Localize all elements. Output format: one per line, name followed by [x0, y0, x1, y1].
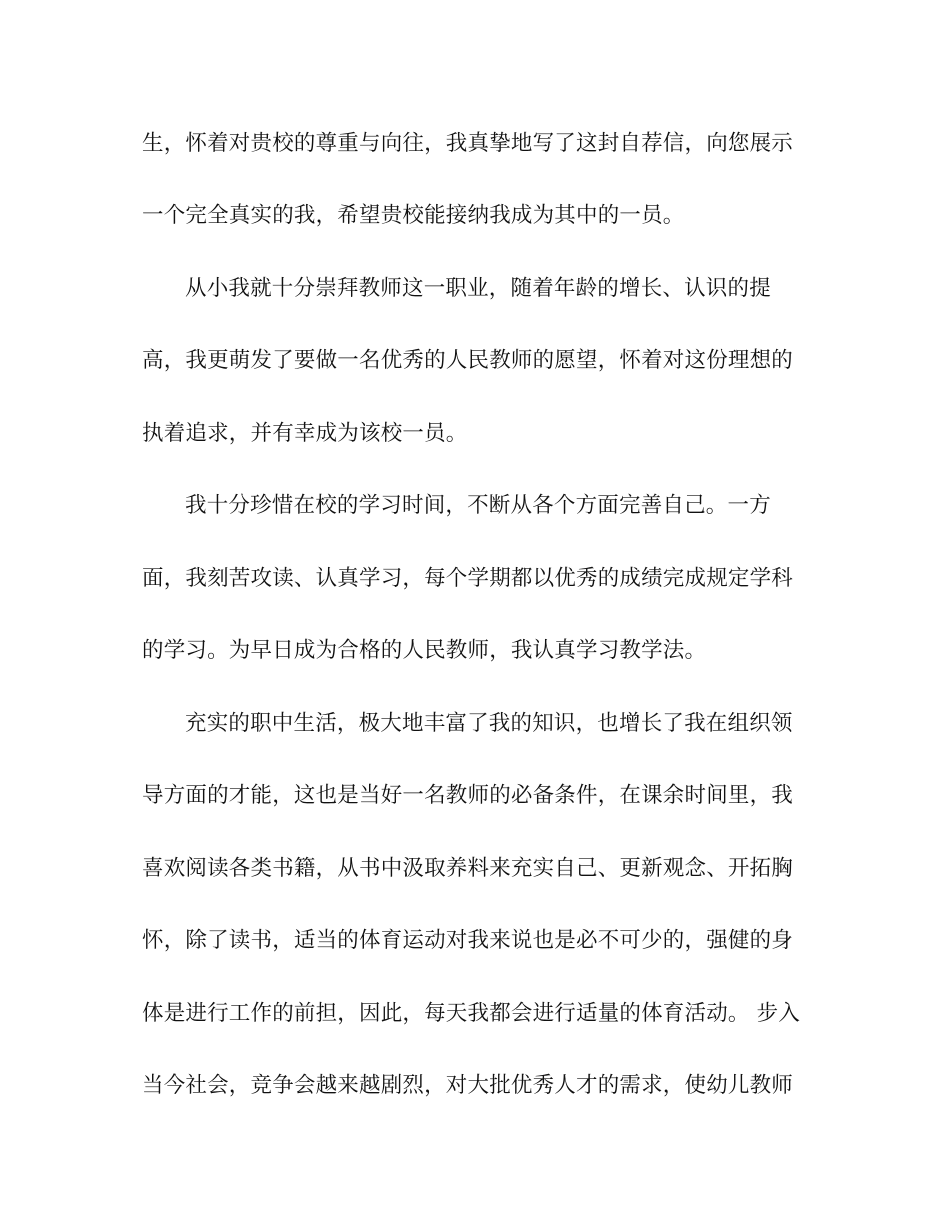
paragraph-line: 充实的职中生活，极大地丰富了我的知识，也增长了我在组织领: [185, 711, 793, 736]
paragraph-line: 当今社会，竞争会越来越剧烈，对大批优秀人才的需求，使幼儿教师: [142, 1073, 794, 1098]
paragraph-line: 的学习。为早日成为合格的人民教师，我认真学习教学法。: [142, 638, 707, 663]
paragraph-line: 我十分珍惜在校的学习时间，不断从各个方面完善自己。一方: [185, 493, 771, 518]
paragraph-line: 执着追求，并有幸成为该校一员。: [142, 421, 468, 446]
paragraph-line: 生，怀着对贵校的尊重与向往，我真挚地写了这封自荐信，向您展示: [142, 131, 794, 156]
paragraph-line: 导方面的才能，这也是当好一名教师的必备条件，在课余时间里，我: [142, 783, 794, 808]
paragraph-line: 面，我刻苦攻读、认真学习，每个学期都以优秀的成绩完成规定学科: [142, 566, 794, 591]
paragraph-line: 高，我更萌发了要做一名优秀的人民教师的愿望，怀着对这份理想的: [142, 348, 794, 373]
paragraph-line: 怀，除了读书，适当的体育运动对我来说也是必不可少的，强健的身: [142, 928, 794, 953]
paragraph-line: 体是进行工作的前担，因此，每天我都会进行适量的体育活动。 步入: [142, 1001, 801, 1026]
paragraph-line: 一个完全真实的我，希望贵校能接纳我成为其中的一员。: [142, 203, 685, 228]
paragraph-line: 从小我就十分崇拜教师这一职业，随着年龄的增长、认识的提: [185, 276, 771, 301]
paragraph-line: 喜欢阅读各类书籍，从书中汲取养料来充实自己、更新观念、开拓胸: [142, 856, 794, 881]
